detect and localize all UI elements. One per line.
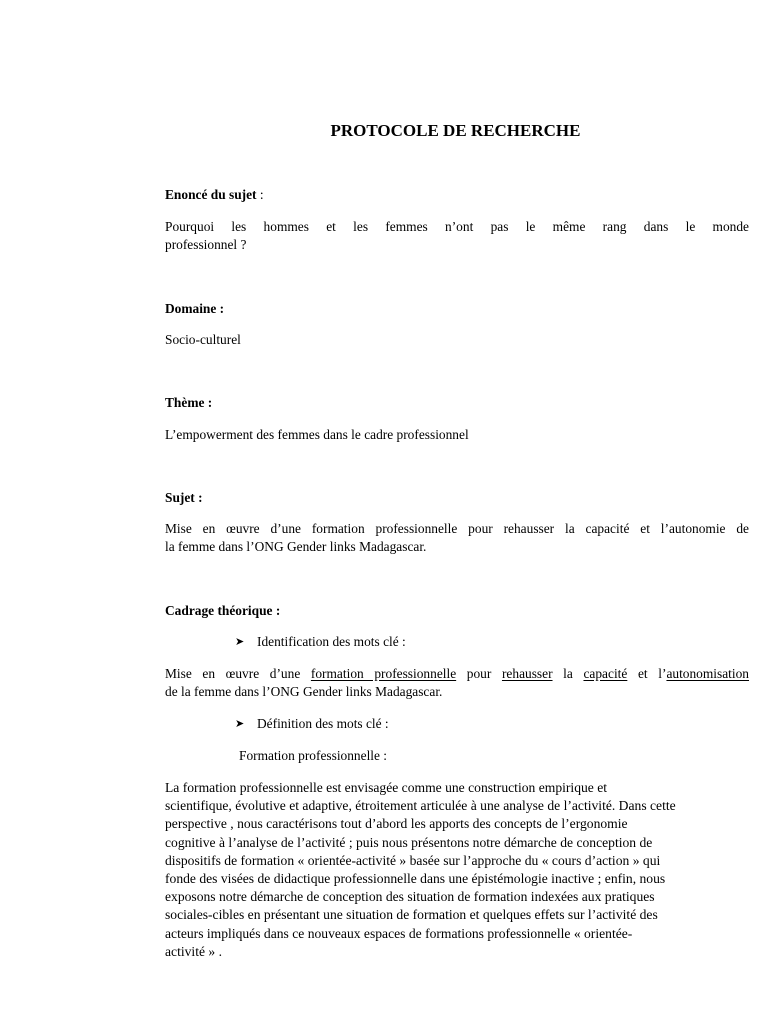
sujet-text-line1: Mise en œuvre d’une formation professionnelle pour rehausser la capacité et l’autonomie de xyxy=(165,521,749,536)
enonce-label: Enoncé du sujet xyxy=(165,187,257,202)
bullet-definition xyxy=(235,715,389,733)
keywords-sentence xyxy=(165,665,749,701)
enonce-text-line2: professionnel ? xyxy=(165,237,247,253)
enonce-text-line1: Pourquoi les hommes et les femmes n’ont pas le même rang dans le monde xyxy=(165,219,749,234)
paragraph-line: scientifique, évolutive et adaptive, étroitement articulée à une analyse de l’activité. Dans cette xyxy=(165,798,676,814)
formation-paragraph xyxy=(165,779,735,961)
keyword-formation-professionnelle: formation professionnelle xyxy=(310,666,457,681)
formation-subheading: Formation professionnelle : xyxy=(239,748,388,763)
domaine-label: Domaine : xyxy=(165,301,225,316)
enonce-heading xyxy=(165,186,749,204)
paragraph-line: exposons notre démarche de conception des situation de formation indexées aux pratiques xyxy=(165,889,655,905)
keyword-rehausser: rehausser xyxy=(501,666,553,681)
bullet-definition-text: Définition des mots clé : xyxy=(257,716,389,731)
bullet-identification xyxy=(235,633,406,651)
keyword-autonomisation: autonomisation xyxy=(666,666,750,681)
paragraph-line: acteurs impliqués dans ce nouveaux espaces de formations professionnelle « orientée- xyxy=(165,925,633,941)
paragraph-line: sociales-cibles en présentant une situation de formation et quelques effets sur l’activité des xyxy=(165,907,658,923)
arrowhead-bullet-icon: ➤ xyxy=(235,718,245,730)
sujet-text xyxy=(165,520,749,556)
theme-text: L’empowerment des femmes dans le cadre professionnel xyxy=(165,427,469,442)
paragraph-line: activité » . xyxy=(165,943,222,959)
sentence-part: pour xyxy=(456,666,502,681)
theme-label: Thème : xyxy=(165,395,213,410)
sentence-part: et l’ xyxy=(627,666,667,681)
keyword-capacite: capacité xyxy=(583,666,628,681)
paragraph-line: perspective , nous caractérisons tout d’abord les apports des concepts de l’ergonomie xyxy=(165,816,628,832)
bullet-identification-text: Identification des mots clé : xyxy=(257,634,406,649)
keywords-sentence-line1 xyxy=(165,665,749,683)
sentence-part: la xyxy=(552,666,584,681)
arrowhead-bullet-icon: ➤ xyxy=(235,636,245,648)
domaine-text: Socio-culturel xyxy=(165,332,241,347)
paragraph-line: cognitive à l’analyse de l’activité ; puis nous présentons notre démarche de conception de xyxy=(165,834,653,850)
enonce-label-suffix: : xyxy=(256,187,264,202)
cadrage-label: Cadrage théorique : xyxy=(165,603,281,618)
paragraph-line: La formation professionnelle est envisagée comme une construction empirique et xyxy=(165,780,608,795)
document-title: PROTOCOLE DE RECHERCHE xyxy=(330,121,581,140)
keywords-sentence-line2: de la femme dans l’ONG Gender links Madagascar. xyxy=(165,684,443,700)
sentence-part: Mise en œuvre d’une xyxy=(165,666,311,681)
paragraph-line: fonde des visées de didactique professionnelle dans une épistémologie inactive ; enfin, nous xyxy=(165,871,666,887)
paragraph-line: dispositifs de formation « orientée-activité » basée sur l’approche du « cours d’action » qui xyxy=(165,852,661,868)
sujet-text-line2: la femme dans l’ONG Gender links Madagascar. xyxy=(165,539,427,555)
enonce-text xyxy=(165,218,749,254)
sujet-label: Sujet : xyxy=(165,490,203,505)
